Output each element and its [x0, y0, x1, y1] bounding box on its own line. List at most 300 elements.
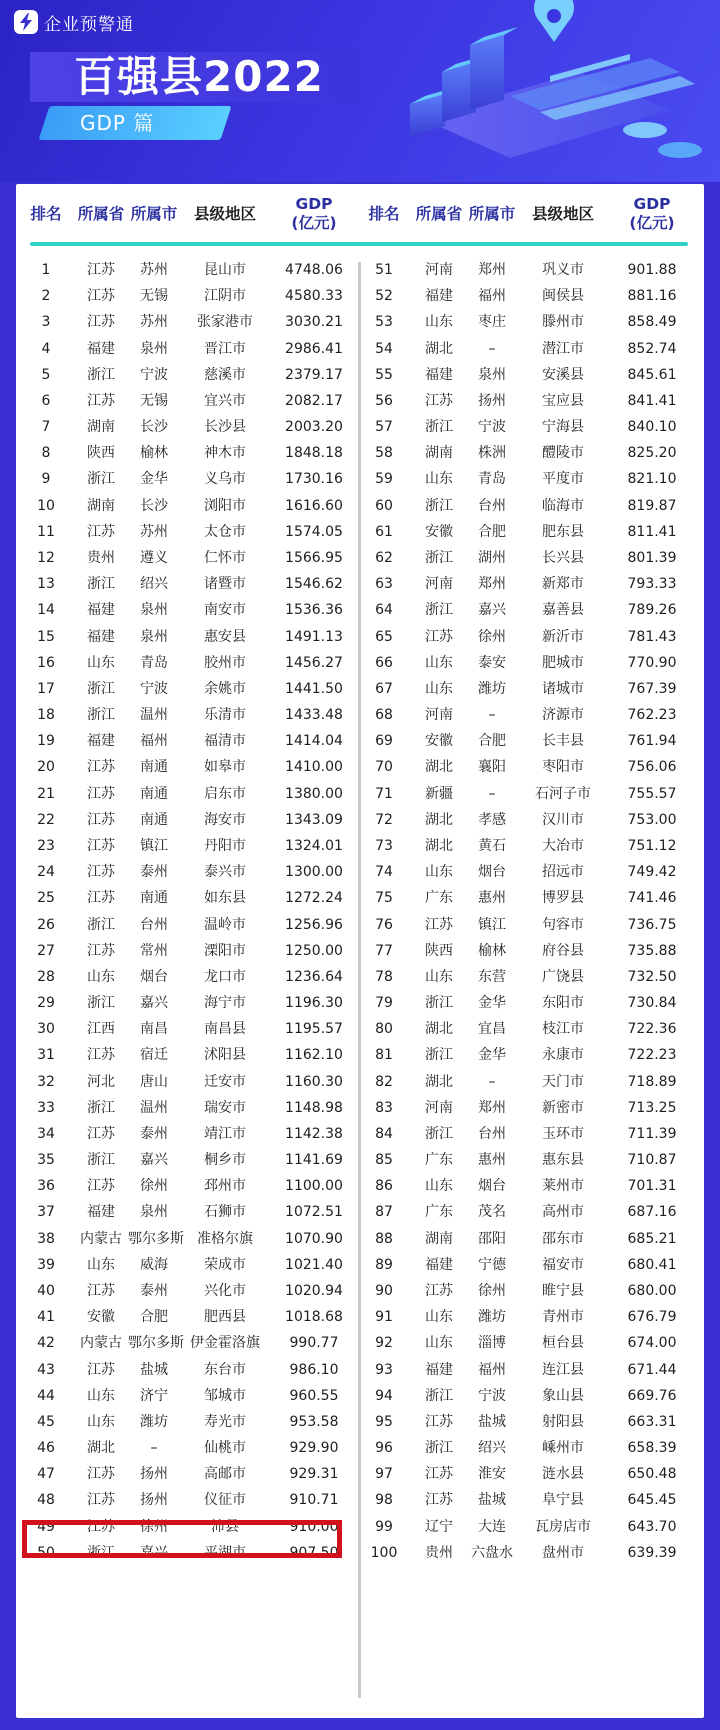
cell-province: 浙江	[425, 602, 453, 619]
table-row	[24, 1094, 354, 1123]
cell-gdp: 749.42	[627, 864, 677, 881]
cell-county: 准格尔旗	[197, 1230, 253, 1247]
cell-province: 福建	[425, 1361, 453, 1378]
cell-province: 湖北	[425, 1073, 453, 1090]
cell-rank: 50	[37, 1544, 55, 1561]
cell-county: 沭阳县	[204, 1047, 246, 1064]
header-city: 所属市	[468, 204, 516, 223]
cell-rank: 62	[375, 549, 393, 566]
table-row	[362, 1146, 692, 1175]
cell-province: 河北	[87, 1073, 115, 1090]
cell-city: 嘉兴	[140, 1544, 168, 1561]
cell-city: 泉州	[140, 602, 168, 619]
cell-city: 黄石	[478, 837, 506, 854]
cell-rank: 9	[41, 471, 51, 488]
cell-province: 浙江	[87, 995, 115, 1012]
cell-gdp: 1410.00	[285, 759, 343, 776]
cell-city: 长沙	[140, 419, 168, 436]
cell-rank: 34	[37, 1125, 55, 1142]
cell-county: 醴陵市	[542, 445, 584, 462]
cell-province: 湖北	[425, 811, 453, 828]
cell-city: 遵义	[140, 549, 168, 566]
cell-rank: 19	[37, 733, 55, 750]
cell-city: 榆林	[478, 942, 506, 959]
cell-rank: 8	[41, 445, 51, 462]
cell-city: 扬州	[140, 1492, 168, 1509]
cell-county: 大冶市	[542, 837, 584, 854]
cell-province: 福建	[87, 602, 115, 619]
cell-province: 浙江	[425, 1125, 453, 1142]
table-row	[362, 1408, 692, 1437]
cell-gdp: 1070.90	[285, 1230, 343, 1247]
cell-city: 台州	[478, 497, 506, 514]
cell-gdp: 1272.24	[285, 890, 343, 907]
cell-province: 江苏	[87, 1361, 115, 1378]
cell-county: 惠安县	[204, 628, 246, 645]
cell-city: 枣庄	[478, 314, 506, 331]
cell-province: 山东	[425, 864, 453, 881]
cell-province: 江苏	[425, 1283, 453, 1300]
cell-county: 如皋市	[204, 759, 246, 776]
cell-county: 慈溪市	[204, 366, 246, 383]
table-row	[362, 806, 692, 835]
cell-city: 潍坊	[140, 1413, 168, 1430]
cell-rank: 75	[375, 890, 393, 907]
table-row	[362, 675, 692, 704]
cell-rank: 3	[41, 314, 51, 331]
table-row	[362, 1539, 692, 1568]
table-row	[362, 518, 692, 547]
cell-city: 榆林	[140, 445, 168, 462]
cell-gdp: 753.00	[627, 811, 677, 828]
cell-city: 合肥	[140, 1309, 168, 1326]
cell-county: 射阳县	[542, 1413, 584, 1430]
cell-county: 博罗县	[542, 890, 584, 907]
cell-county: 温岭市	[204, 916, 246, 933]
table-row	[362, 1460, 692, 1489]
cell-province: 浙江	[425, 1387, 453, 1404]
cell-city: 孝感	[478, 811, 506, 828]
cell-province: 湖北	[425, 759, 453, 776]
cell-gdp: 762.23	[627, 707, 677, 724]
cell-county: 长丰县	[542, 733, 584, 750]
cell-city: 徐州	[478, 1283, 506, 1300]
cell-rank: 88	[375, 1230, 393, 1247]
cell-city: 金华	[478, 1047, 506, 1064]
cell-province: 河南	[425, 262, 453, 278]
cell-city: 泰州	[140, 864, 168, 881]
cell-county: 荣成市	[204, 1256, 246, 1273]
cell-city: 宜昌	[478, 1021, 506, 1038]
table-row	[362, 387, 692, 416]
cell-county: 溧阳市	[204, 942, 246, 959]
cell-city: 威海	[140, 1256, 168, 1273]
cell-gdp: 1141.69	[285, 1152, 343, 1169]
table-row	[24, 1486, 354, 1515]
cell-county: 乐清市	[204, 707, 246, 724]
cell-rank: 84	[375, 1125, 393, 1142]
cell-city: 无锡	[140, 392, 168, 409]
table-row	[24, 884, 354, 913]
header-banner	[0, 0, 720, 182]
cell-city: 青岛	[478, 471, 506, 488]
cell-province: 福建	[425, 366, 453, 383]
cell-city: 嘉兴	[478, 602, 506, 619]
cell-province: 山东	[87, 1413, 115, 1430]
cell-rank: 46	[37, 1440, 55, 1457]
cell-gdp: 821.10	[627, 471, 677, 488]
cell-city: 泰州	[140, 1283, 168, 1300]
cell-rank: 12	[37, 549, 55, 566]
cell-rank: 42	[37, 1335, 55, 1352]
cell-province: 山东	[87, 654, 115, 671]
cell-city: –	[488, 785, 496, 802]
cell-city: 苏州	[140, 314, 168, 331]
cell-gdp: 1100.00	[285, 1178, 343, 1195]
cell-county: 靖江市	[204, 1125, 246, 1142]
cell-gdp: 761.94	[627, 733, 677, 750]
cell-gdp: 953.58	[289, 1413, 339, 1430]
table-row	[24, 518, 354, 547]
cell-rank: 89	[375, 1256, 393, 1273]
cell-rank: 22	[37, 811, 55, 828]
header-gdp	[270, 192, 358, 236]
table-row	[24, 1198, 354, 1227]
cell-city: 东营	[478, 968, 506, 985]
cell-city: 福州	[478, 1361, 506, 1378]
cell-province: 安徽	[425, 733, 453, 750]
cell-rank: 59	[375, 471, 393, 488]
cell-rank: 60	[375, 497, 393, 514]
cell-province: 江苏	[87, 1466, 115, 1483]
cell-city: 泰安	[478, 654, 506, 671]
cell-gdp: 741.46	[627, 890, 677, 907]
cell-gdp: 674.00	[627, 1335, 677, 1352]
table-row	[362, 963, 692, 992]
cell-city: 金华	[140, 471, 168, 488]
cell-city: 烟台	[478, 1178, 506, 1195]
cell-county: 嵊州市	[542, 1440, 584, 1457]
table-row	[24, 649, 354, 678]
table-row	[24, 937, 354, 966]
cell-province: 江苏	[87, 942, 115, 959]
cell-county: 昆山市	[204, 262, 246, 278]
cell-province: 陕西	[425, 942, 453, 959]
cell-gdp: 1414.04	[285, 733, 343, 750]
cell-rank: 61	[375, 523, 393, 540]
cell-rank: 90	[375, 1283, 393, 1300]
cell-rank: 78	[375, 968, 393, 985]
cell-city: 盐城	[140, 1361, 168, 1378]
table-row	[362, 1277, 692, 1306]
cell-city: 唐山	[140, 1073, 168, 1090]
cell-province: 福建	[87, 1204, 115, 1221]
cell-gdp: 645.45	[627, 1492, 677, 1509]
cell-city: 泉州	[140, 1204, 168, 1221]
cell-city: 泰州	[140, 1125, 168, 1142]
cell-city: 淮安	[478, 1466, 506, 1483]
cell-county: 海安市	[204, 811, 246, 828]
cell-rank: 81	[375, 1047, 393, 1064]
cell-gdp: 907.50	[289, 1544, 339, 1561]
cell-province: 江苏	[425, 916, 453, 933]
table-row	[362, 623, 692, 652]
cell-province: 湖北	[425, 1021, 453, 1038]
cell-gdp: 990.77	[289, 1335, 339, 1352]
cell-county: 汉川市	[542, 811, 584, 828]
cell-province: 湖南	[425, 1230, 453, 1247]
cell-county: 涟水县	[542, 1466, 584, 1483]
cell-gdp: 1380.00	[285, 785, 343, 802]
cell-gdp: 1616.60	[285, 497, 343, 514]
cell-county: 东阳市	[542, 995, 584, 1012]
table-row	[362, 282, 692, 311]
cell-city: 长沙	[140, 497, 168, 514]
table-row	[362, 361, 692, 390]
frame-bottom	[0, 1718, 720, 1730]
cell-gdp: 1566.95	[285, 549, 343, 566]
column-divider	[358, 262, 361, 1698]
cell-gdp: 711.39	[627, 1125, 677, 1142]
table-row	[24, 1172, 354, 1201]
table-row	[24, 335, 354, 364]
cell-county: 瓦房店市	[535, 1518, 591, 1535]
cell-county: 诸城市	[542, 680, 584, 697]
table-row	[362, 413, 692, 442]
cell-gdp: 789.26	[627, 602, 677, 619]
cell-county: 泰兴市	[204, 864, 246, 881]
cell-county: 巩义市	[542, 262, 584, 278]
cell-county: 青州市	[542, 1309, 584, 1326]
cell-gdp: 1018.68	[285, 1309, 343, 1326]
table-row	[24, 492, 354, 521]
table-row	[362, 596, 692, 625]
header-gdp-line1: GDP	[295, 195, 333, 213]
cell-county: 永康市	[542, 1047, 584, 1064]
cell-gdp: 1072.51	[285, 1204, 343, 1221]
cell-rank: 20	[37, 759, 55, 776]
cell-rank: 67	[375, 680, 393, 697]
cell-city: 南昌	[140, 1021, 168, 1038]
cell-rank: 94	[375, 1387, 393, 1404]
table-row	[362, 492, 692, 521]
cell-county: 南昌县	[204, 1021, 246, 1038]
cell-province: 浙江	[87, 366, 115, 383]
cell-city: 宿迁	[140, 1047, 168, 1064]
header-gdp	[608, 192, 696, 236]
cell-city: 潍坊	[478, 680, 506, 697]
cell-rank: 58	[375, 445, 393, 462]
cell-province: 江苏	[87, 288, 115, 305]
cell-city: 襄阳	[478, 759, 506, 776]
cell-county: 仙桃市	[204, 1440, 246, 1457]
cell-rank: 79	[375, 995, 393, 1012]
table-row	[362, 1329, 692, 1358]
cell-province: 江西	[87, 1021, 115, 1038]
cell-gdp: 960.55	[289, 1387, 339, 1404]
cell-province: 江苏	[87, 811, 115, 828]
cell-gdp: 756.06	[627, 759, 677, 776]
isometric-chart-illustration	[380, 0, 720, 182]
table-row	[362, 308, 692, 337]
table-row	[24, 989, 354, 1018]
cell-rank: 16	[37, 654, 55, 671]
table-row	[362, 884, 692, 913]
cell-rank: 55	[375, 366, 393, 383]
table-row	[362, 1015, 692, 1044]
cell-gdp: 819.87	[627, 497, 677, 514]
cell-rank: 64	[375, 602, 393, 619]
cell-county: 东台市	[204, 1361, 246, 1378]
cell-city: 绍兴	[140, 576, 168, 593]
cell-province: 江苏	[87, 1492, 115, 1509]
cell-province: 广东	[425, 1152, 453, 1169]
cell-city: 合肥	[478, 523, 506, 540]
cell-gdp: 730.84	[627, 995, 677, 1012]
table-row	[24, 413, 354, 442]
cell-city: 镇江	[478, 916, 506, 933]
cell-rank: 56	[375, 392, 393, 409]
table-row	[362, 649, 692, 678]
table-row	[24, 361, 354, 390]
cell-province: 江苏	[87, 1283, 115, 1300]
cell-gdp: 910.00	[289, 1518, 339, 1535]
cell-city: –	[488, 707, 496, 724]
cell-rank: 71	[375, 785, 393, 802]
cell-province: 江苏	[87, 392, 115, 409]
cell-gdp: 1343.09	[285, 811, 343, 828]
cell-city: 徐州	[140, 1178, 168, 1195]
cell-county: 瑞安市	[204, 1099, 246, 1116]
cell-county: 枝江市	[542, 1021, 584, 1038]
cell-rank: 1	[41, 262, 51, 278]
cell-gdp: 770.90	[627, 654, 677, 671]
cell-county: 句容市	[542, 916, 584, 933]
cell-rank: 53	[375, 314, 393, 331]
cell-province: 湖南	[87, 419, 115, 436]
table-row	[362, 989, 692, 1018]
cell-gdp: 701.31	[627, 1178, 677, 1195]
cell-county: 滕州市	[542, 314, 584, 331]
cell-province: 内蒙古	[80, 1230, 122, 1247]
cell-city: 福州	[478, 288, 506, 305]
cell-province: 山东	[87, 1256, 115, 1273]
cell-city: 福州	[140, 733, 168, 750]
cell-province: 广东	[425, 1204, 453, 1221]
table-row	[362, 1303, 692, 1332]
cell-gdp: 1196.30	[285, 995, 343, 1012]
cell-rank: 40	[37, 1283, 55, 1300]
cell-province: 江苏	[87, 1518, 115, 1535]
cell-rank: 85	[375, 1152, 393, 1169]
cell-rank: 91	[375, 1309, 393, 1326]
cell-province: 浙江	[425, 1047, 453, 1064]
table-row	[362, 832, 692, 861]
cell-rank: 35	[37, 1152, 55, 1169]
table-row	[362, 1356, 692, 1385]
cell-city: 泉州	[140, 340, 168, 357]
cell-gdp: 671.44	[627, 1361, 677, 1378]
cell-rank: 92	[375, 1335, 393, 1352]
cell-rank: 38	[37, 1230, 55, 1247]
table-row	[362, 1198, 692, 1227]
cell-rank: 29	[37, 995, 55, 1012]
cell-province: 江苏	[425, 392, 453, 409]
cell-county: 邳州市	[204, 1178, 246, 1195]
cell-province: 浙江	[87, 707, 115, 724]
cell-city: 宁波	[140, 366, 168, 383]
cell-county: 邵东市	[542, 1230, 584, 1247]
table-row	[362, 911, 692, 940]
brand-name: 企业预警通	[44, 14, 134, 35]
cell-province: 江苏	[87, 837, 115, 854]
cell-county: 石河子市	[535, 785, 591, 802]
cell-rank: 47	[37, 1466, 55, 1483]
cell-city: 株洲	[478, 445, 506, 462]
cell-rank: 69	[375, 733, 393, 750]
cell-province: 湖南	[87, 497, 115, 514]
cell-province: 山东	[425, 1335, 453, 1352]
cell-province: 内蒙古	[80, 1335, 122, 1352]
table-row	[24, 308, 354, 337]
cell-gdp: 1162.10	[285, 1047, 343, 1064]
cell-province: 浙江	[425, 995, 453, 1012]
cell-city: 嘉兴	[140, 995, 168, 1012]
cell-province: 湖北	[87, 1440, 115, 1457]
cell-gdp: 3030.21	[285, 314, 343, 331]
cell-rank: 73	[375, 837, 393, 854]
cell-gdp: 825.20	[627, 445, 677, 462]
cell-gdp: 685.21	[627, 1230, 677, 1247]
cell-county: 闽侯县	[542, 288, 584, 305]
cell-city: 济宁	[140, 1387, 168, 1404]
cell-gdp: 811.41	[627, 523, 677, 540]
cell-rank: 83	[375, 1099, 393, 1116]
cell-city: 台州	[478, 1125, 506, 1142]
cell-city: 邵阳	[478, 1230, 506, 1247]
cell-gdp: 1848.18	[285, 445, 343, 462]
cell-rank: 2	[41, 288, 51, 305]
cell-city: 宁波	[478, 419, 506, 436]
table-row	[362, 256, 692, 285]
cell-county: 太仓市	[204, 523, 246, 540]
cell-province: 福建	[87, 733, 115, 750]
cell-county: 嘉善县	[542, 602, 584, 619]
cell-rank: 93	[375, 1361, 393, 1378]
cell-gdp: 663.31	[627, 1413, 677, 1430]
cell-rank: 74	[375, 864, 393, 881]
cell-province: 山东	[87, 1387, 115, 1404]
cell-county: 福清市	[204, 733, 246, 750]
cell-gdp: 676.79	[627, 1309, 677, 1326]
cell-city: 烟台	[140, 968, 168, 985]
table-row	[24, 439, 354, 468]
cell-city: 徐州	[478, 628, 506, 645]
header-rank: 排名	[30, 204, 62, 223]
table-row	[362, 465, 692, 494]
cell-county: 启东市	[204, 785, 246, 802]
cell-gdp: 793.33	[627, 576, 677, 593]
cell-province: 新疆	[425, 785, 453, 802]
cell-gdp: 1300.00	[285, 864, 343, 881]
cell-gdp: 755.57	[627, 785, 677, 802]
cell-gdp: 687.16	[627, 1204, 677, 1221]
cell-city: 常州	[140, 942, 168, 959]
cell-province: 江苏	[87, 523, 115, 540]
table-row	[362, 1251, 692, 1280]
cell-gdp: 852.74	[627, 340, 677, 357]
cell-gdp: 1491.13	[285, 628, 343, 645]
